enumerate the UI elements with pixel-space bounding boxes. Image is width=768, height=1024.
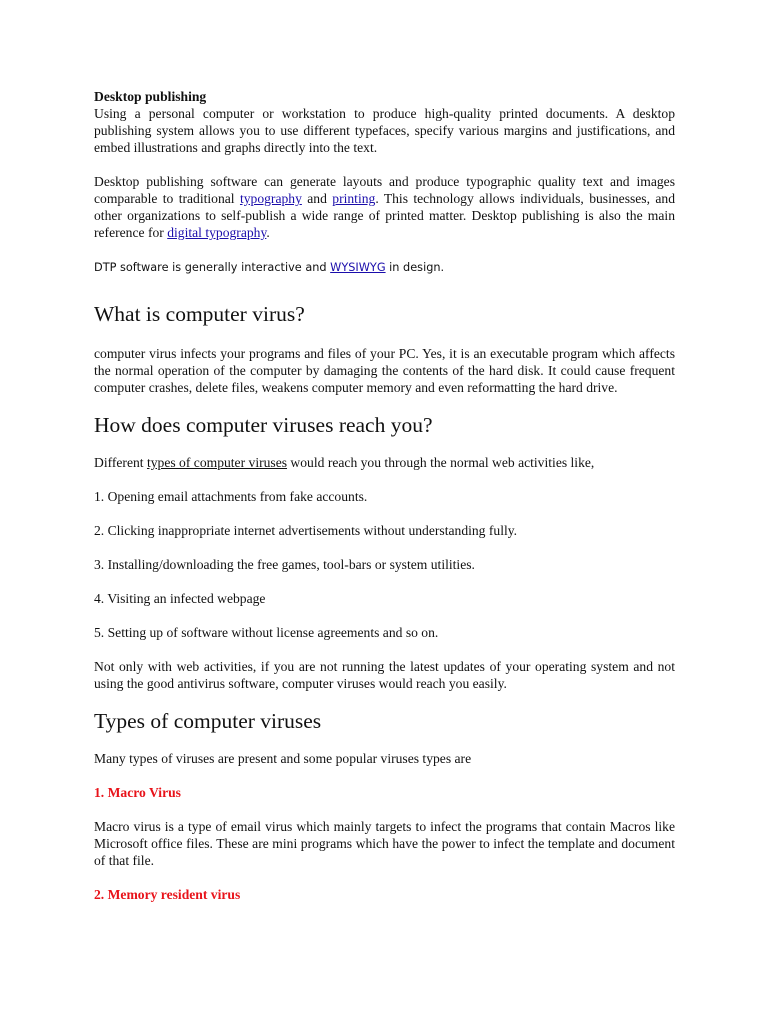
virus-paragraph: computer virus infects your programs and files of your PC. Yes, it is an executable program which affects the normal operation of the computer by damaging the contents of the hard disk. It could cause frequent computer crashes, delete files, weakens computer memory and even reformatting the hard drive. [94,346,675,395]
dtp-paragraph-2-part-a: Desktop publishing software can generate layouts and produce typographic quality text and images comparable to traditional [94,174,675,206]
reach-list [94,488,675,641]
dtp-paragraph-1: Using a personal computer or workstation to produce high-quality printed documents. A desktop publishing system allows you to use different typefaces, specify various margins and justifications, and embed illustrations and graphs directly into the text. [94,106,675,155]
types-heading: Types of computer viruses [94,709,322,733]
list-item: 5. Setting up of software without license agreements and so on. [94,625,439,640]
list-item: 2. Clicking inappropriate internet advertisements without understanding fully. [94,523,518,538]
types-of-viruses-link[interactable]: types of computer viruses [146,455,288,470]
dtp-note-part-b: in design. [385,261,445,274]
wysiwyg-link[interactable]: WYSIWYG [330,261,386,274]
dtp-note-part-a: DTP software is generally interactive and [94,261,331,274]
dtp-paragraph-2-part-d: . [266,225,270,240]
reach-heading: How does computer viruses reach you? [94,413,433,437]
dtp-paragraph-2 [94,173,675,241]
dtp-paragraph-2-part-b: and [301,191,333,206]
dtp-note [94,259,675,276]
macro-virus-title: 1. Macro Virus [94,785,181,800]
printing-link[interactable]: printing [332,191,376,206]
dtp-paragraph-2-part-c: . This technology allows individuals, businesses, and other organizations to self-publish a wide range of printed matter. Desktop publishing is also the main reference for [94,191,675,240]
dtp-heading: Desktop publishing [94,89,207,104]
reach-closing: Not only with web activities, if you are not running the latest updates of your operating system and not using the good antivirus software, computer viruses would reach you easily. [94,659,675,691]
memory-virus-title: 2. Memory resident virus [94,887,241,902]
document-content [94,88,675,903]
list-item: 4. Visiting an infected webpage [94,591,266,606]
reach-intro-part-a: Different [94,455,147,470]
reach-intro [94,454,675,471]
list-item: 1. Opening email attachments from fake accounts. [94,489,368,504]
typography-link[interactable]: typography [239,191,302,206]
reach-intro-part-b: would reach you through the normal web activities like, [287,455,595,470]
list-item: 3. Installing/downloading the free games, tool-bars or system utilities. [94,557,475,572]
types-intro: Many types of viruses are present and some popular viruses types are [94,751,472,766]
virus-heading: What is computer virus? [94,302,305,326]
macro-virus-paragraph: Macro virus is a type of email virus which mainly targets to infect the programs that contain Macros like Microsoft office files. These are mini programs which have the power to infect the template and document of that file. [94,819,675,868]
digital-typography-link[interactable]: digital typography [167,225,267,240]
